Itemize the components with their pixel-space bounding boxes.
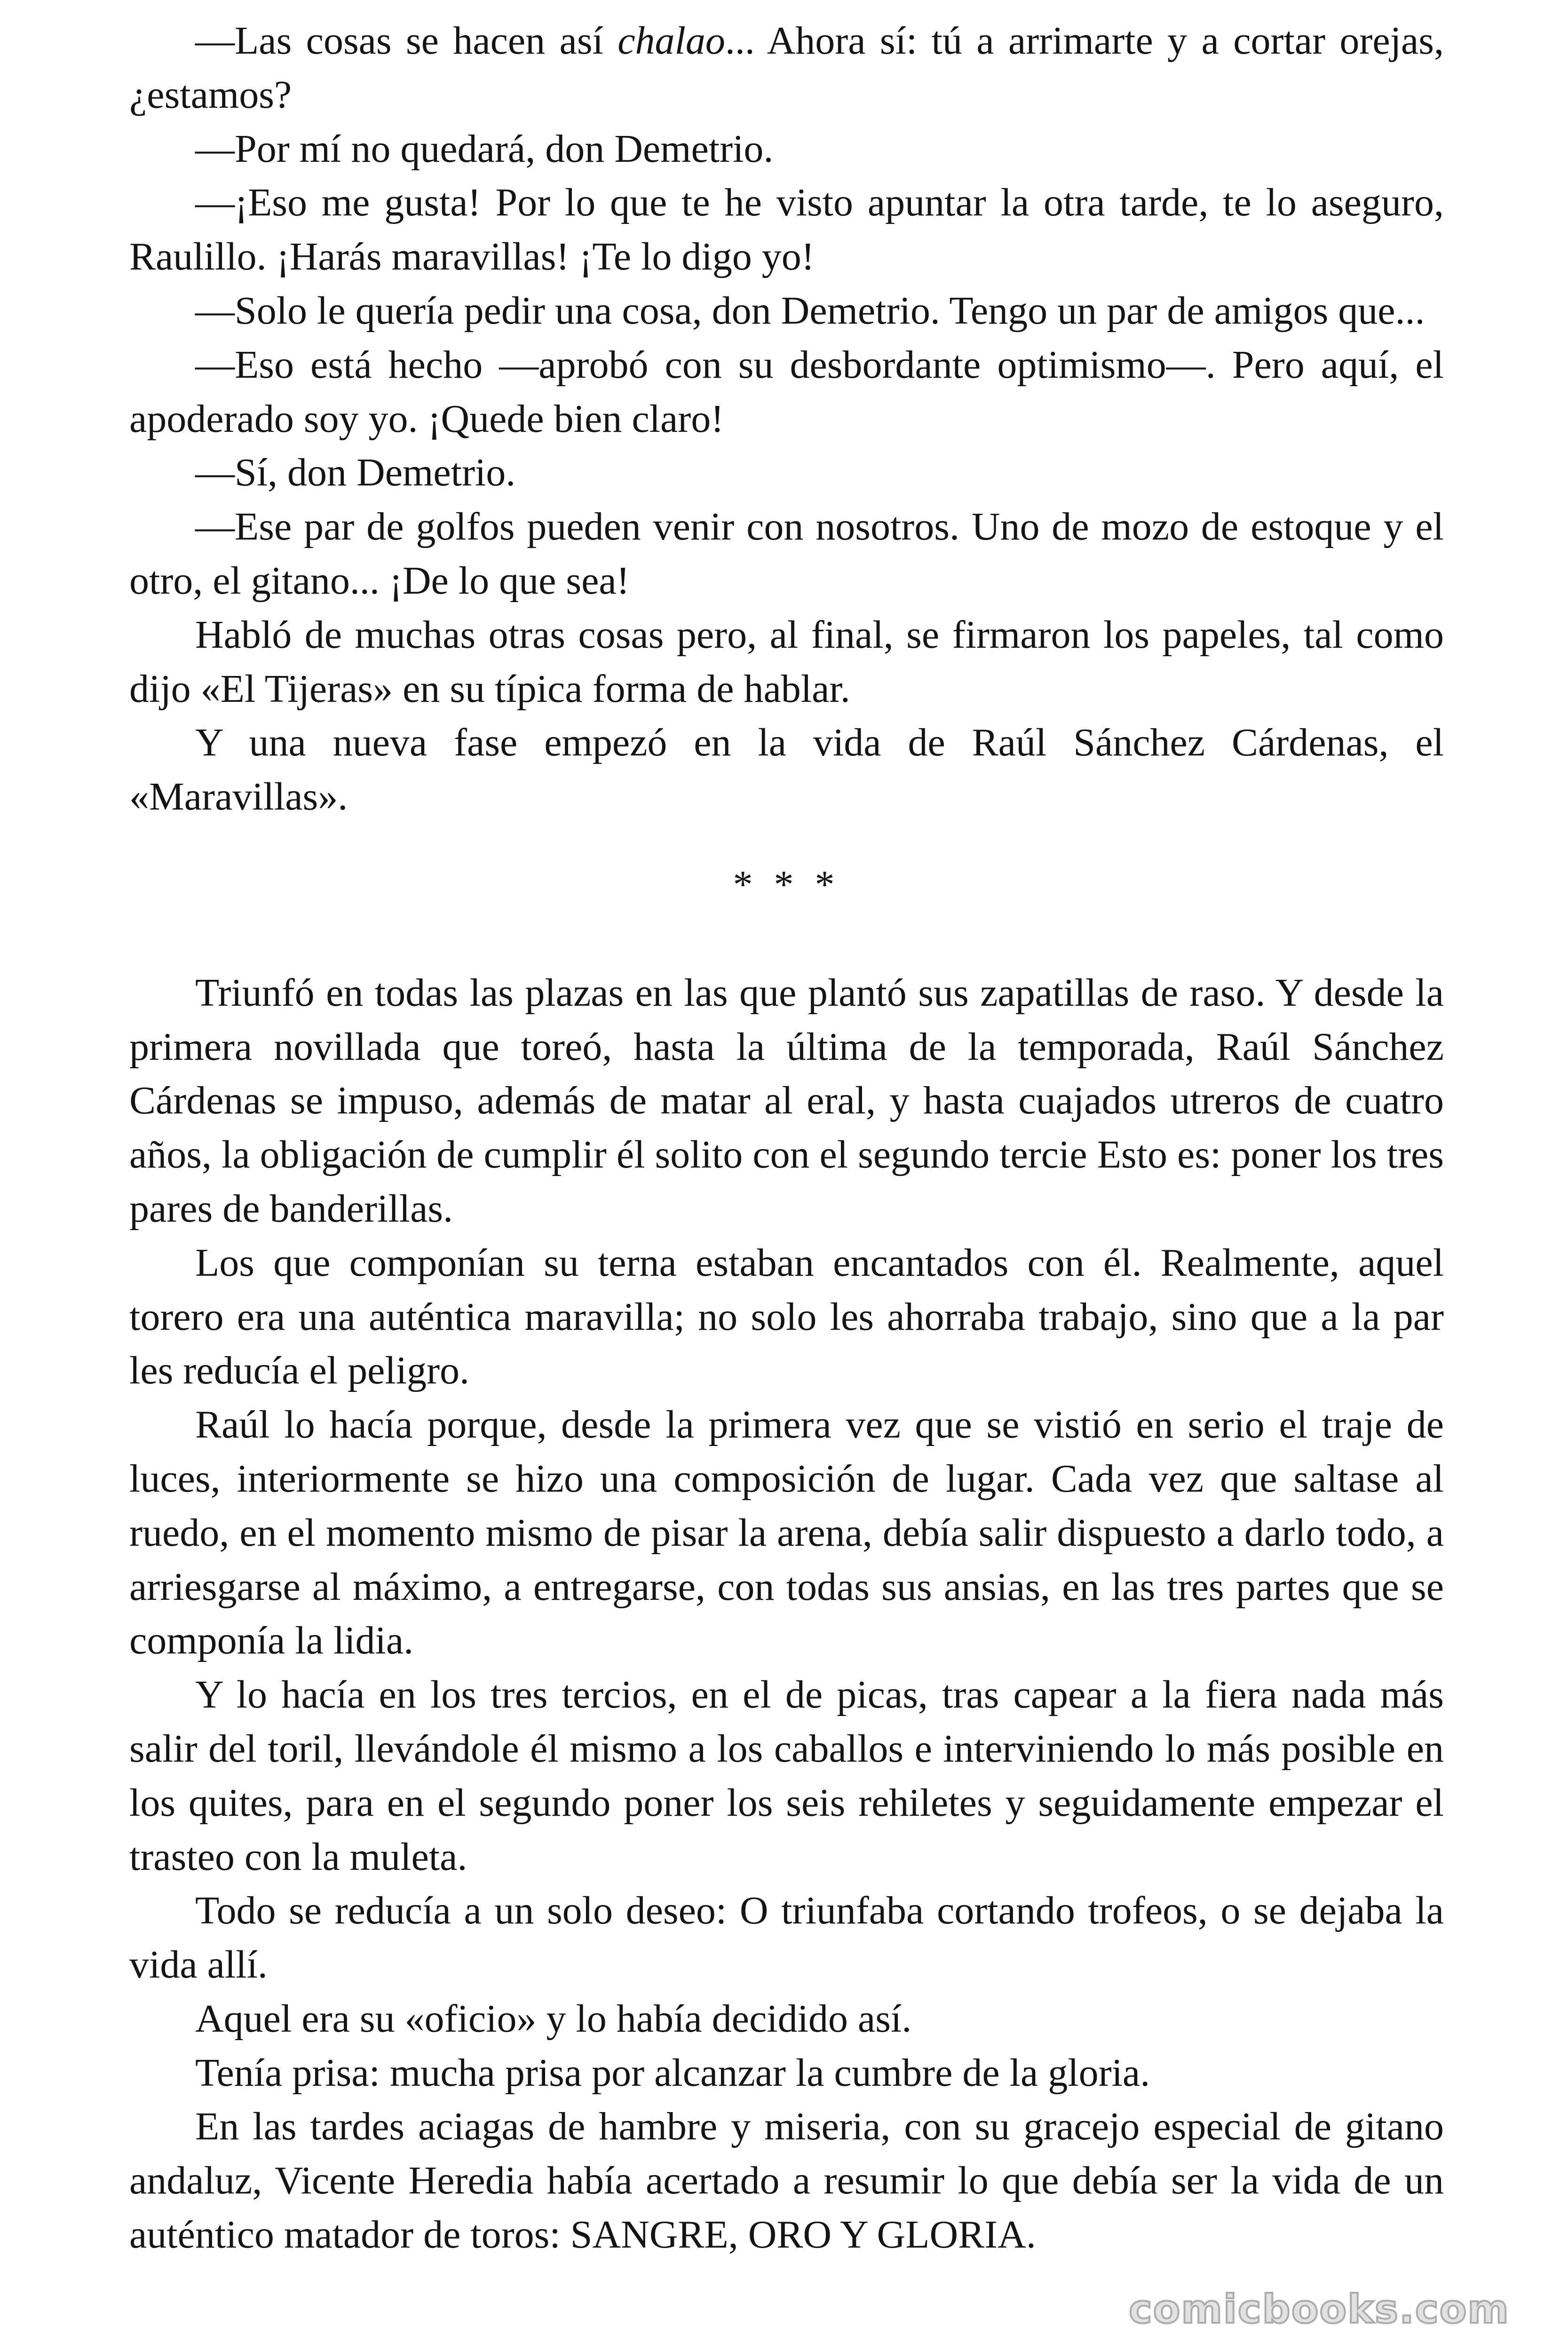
watermark: comicbooks.com (1129, 2286, 1510, 2332)
dialogue-section (129, 14, 1444, 824)
paragraph: —Las cosas se hacen así chalao... Ahora sí: tú a arrimarte y a cortar orejas, ¿estamos? (129, 19, 1444, 117)
paragraph: —Sí, don Demetrio. (195, 451, 516, 495)
paragraph: —Solo le quería pedir una cosa, don Demetrio. Tengo un par de amigos que... (195, 288, 1425, 333)
paragraph: Raúl lo hacía porque, desde la primera vez que se vistió en serio el traje de luces, interiormente se hizo una composición de lugar. Cada vez que saltase al ruedo, en el momento mismo de pisar la arena, debía salir dispuesto a darlo todo, a arriesgarse al máximo, a entregarse, con todas sus ansias, en las tres partes que se componía la lidia. (129, 1403, 1444, 1663)
paragraph: Y una nueva fase empezó en la vida de Raúl Sánchez Cárdenas, el «Maravillas». (129, 721, 1444, 819)
paragraph: Y lo hacía en los tres tercios, en el de picas, tras capear a la fiera nada más salir del toril, llevándole él mismo a los caballos e interviniendo lo más posible en los quites, para en el segundo poner los seis rehiletes y seguidamente empezar el trasteo con la muleta. (129, 1673, 1444, 1879)
body-text (129, 14, 1444, 2262)
paragraph: —¡Eso me gusta! Por lo que te he visto apuntar la otra tarde, te lo aseguro, Raulillo. ¡Harás maravillas! ¡Te lo digo yo! (129, 181, 1444, 279)
paragraph: Habló de muchas otras cosas pero, al final, se firmaron los papeles, tal como dijo «El Tijeras» en su típica forma de hablar. (129, 612, 1444, 711)
paragraph: Los que componían su terna estaban encantados con él. Realmente, aquel torero era una auténtica maravilla; no solo les ahorraba trabajo, sino que a la par les reducía el peligro. (129, 1240, 1444, 1393)
paragraph: Todo se reducía a un solo deseo: O triunfaba cortando trofeos, o se dejaba la vida allí. (129, 1889, 1444, 1987)
narrative-section (129, 966, 1444, 2262)
paragraph: En las tardes aciagas de hambre y miseria, con su gracejo especial de gitano andaluz, Vicente Heredia había acertado a resumir lo que debía ser la vida de un auténtico matador de toros: SANGRE, ORO Y GLORIA. (129, 2105, 1444, 2257)
paragraph: Triunfó en todas las plazas en las que plantó sus zapatillas de raso. Y desde la primera novillada que toreó, hasta la última de la temporada, Raúl Sánchez Cárdenas se impuso, además de matar al eral, y hasta cuajados utreros de cuatro años, la obligación de cumplir él solito con el segundo tercie Esto es: poner los tres pares de banderillas. (129, 970, 1444, 1231)
scene-break: * * * (733, 862, 840, 906)
paragraph: —Ese par de golfos pueden venir con nosotros. Uno de mozo de estoque y el otro, el gitano... ¡De lo que sea! (129, 505, 1444, 603)
paragraph: Tenía prisa: mucha prisa por alcanzar la cumbre de la gloria. (195, 2050, 1150, 2095)
paragraph: —Por mí no quedará, don Demetrio. (195, 127, 774, 171)
paragraph: —Eso está hecho —aprobó con su desbordante optimismo—. Pero aquí, el apoderado soy yo. ¡Quede bien claro! (129, 342, 1444, 441)
paragraph: Aquel era su «oficio» y lo había decidido así. (195, 1996, 912, 2041)
